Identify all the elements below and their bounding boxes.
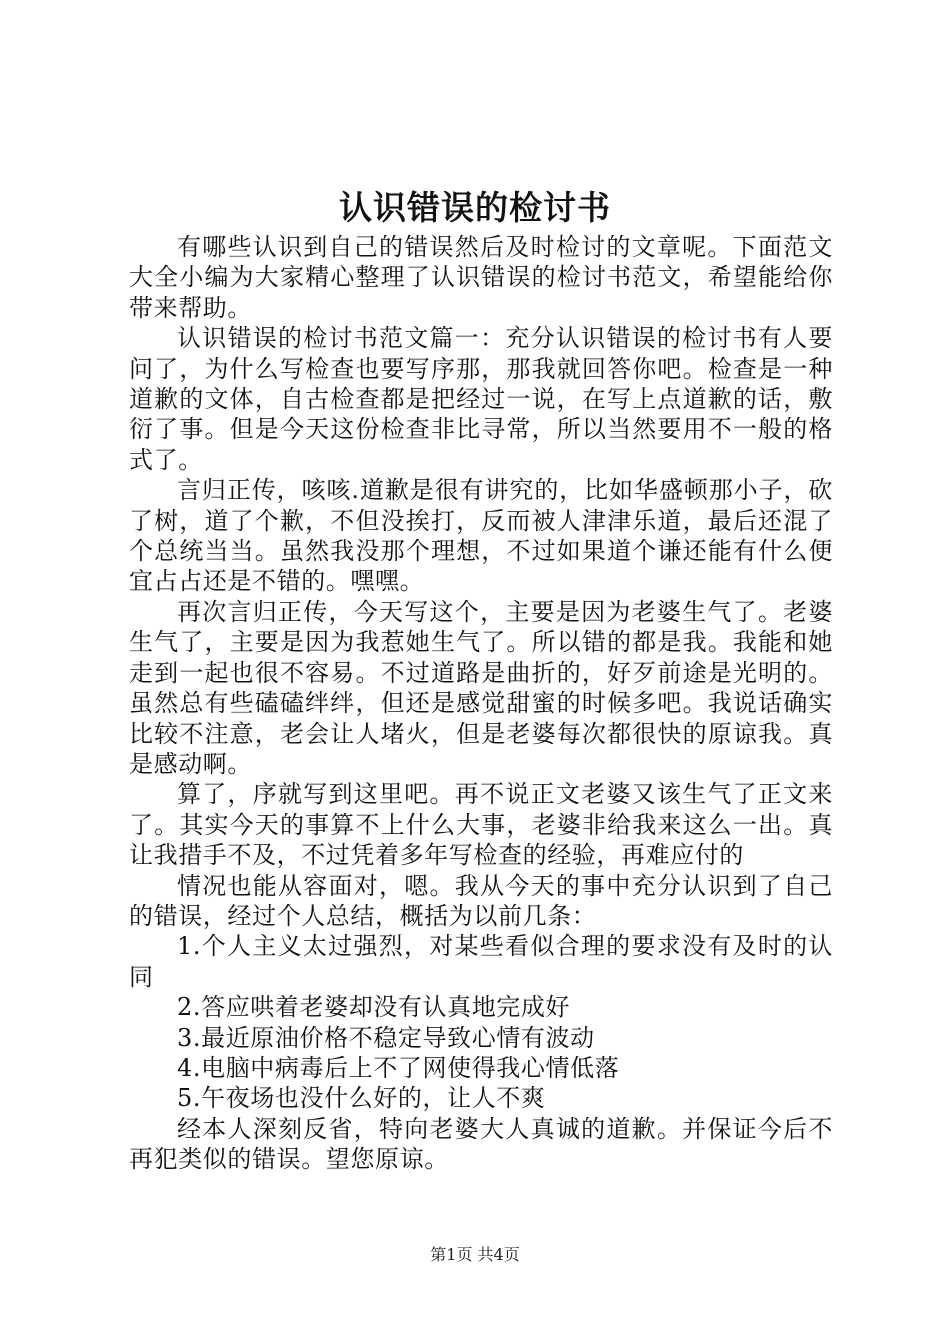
- paragraph: 有哪些认识到自己的错误然后及时检讨的文章呢。下面范文大全小编为大家精心整理了认识错误的检讨书范文，希望能给你带来帮助。: [129, 233, 833, 322]
- page-number-footer: 第1页 共4页: [430, 1245, 520, 1264]
- document-title: 认识错误的检讨书: [339, 188, 611, 227]
- document-body: [129, 232, 833, 1175]
- list-item: 5.午夜场也没什么好的，让人不爽: [177, 1084, 546, 1113]
- paragraph: 算了，序就写到这里吧。再不说正文老婆又该生气了正文来了。其实今天的事算不上什么大事，老婆非给我来这么一出。真让我措手不及，不过凭着多年写检查的经验，再难应付的: [129, 780, 833, 870]
- paragraph: 再次言归正传，今天写这个，主要是因为老婆生气了。老婆生气了，主要是因为我惹她生气了。所以错的都是我。我能和她走到一起也很不容易。不过道路是曲折的，好歹前途是光明的。虽然总有些磕磕绊绊，但还是感觉甜蜜的时候多吧。我说话确实比较不注意，老会让人堵火，但是老婆每次都很快的原谅我。真是感动啊。: [129, 597, 833, 778]
- paragraph: 言归正传，咳咳.道歉是很有讲究的，比如华盛顿那小子，砍了树，道了个歉，不但没挨打，反而被人津津乐道，最后还混了个总统当当。虽然我没那个理想，不过如果道个谦还能有什么便宜占占还是不错的。嘿嘿。: [129, 476, 833, 596]
- paragraph: 情况也能从容面对，嗯。我从今天的事中充分认识到了自己的错误，经过个人总结，概括为以前几条：: [129, 871, 833, 930]
- list-item: 4.电脑中病毒后上不了网使得我心情低落: [177, 1053, 620, 1082]
- paragraph: 经本人深刻反省，特向老婆大人真诚的道歉。并保证今后不再犯类似的错误。望您原谅。: [129, 1114, 833, 1174]
- list-item: 3.最近原油价格不稳定导致心情有波动: [177, 1023, 595, 1052]
- list-item: 1.个人主义太过强烈，对某些看似合理的要求没有及时的认同: [129, 932, 833, 991]
- list-item: 2.答应哄着老婆却没有认真地完成好: [177, 993, 571, 1022]
- paragraph: 认识错误的检讨书范文篇一：充分认识错误的检讨书有人要问了，为什么写检查也要写序那，那我就回答你吧。检查是一种道歉的文体，自古检查都是把经过一说，在写上点道歉的话，敷衍了事。但是今天这份检查非比寻常，所以当然要用不一般的格式了。: [129, 324, 833, 474]
